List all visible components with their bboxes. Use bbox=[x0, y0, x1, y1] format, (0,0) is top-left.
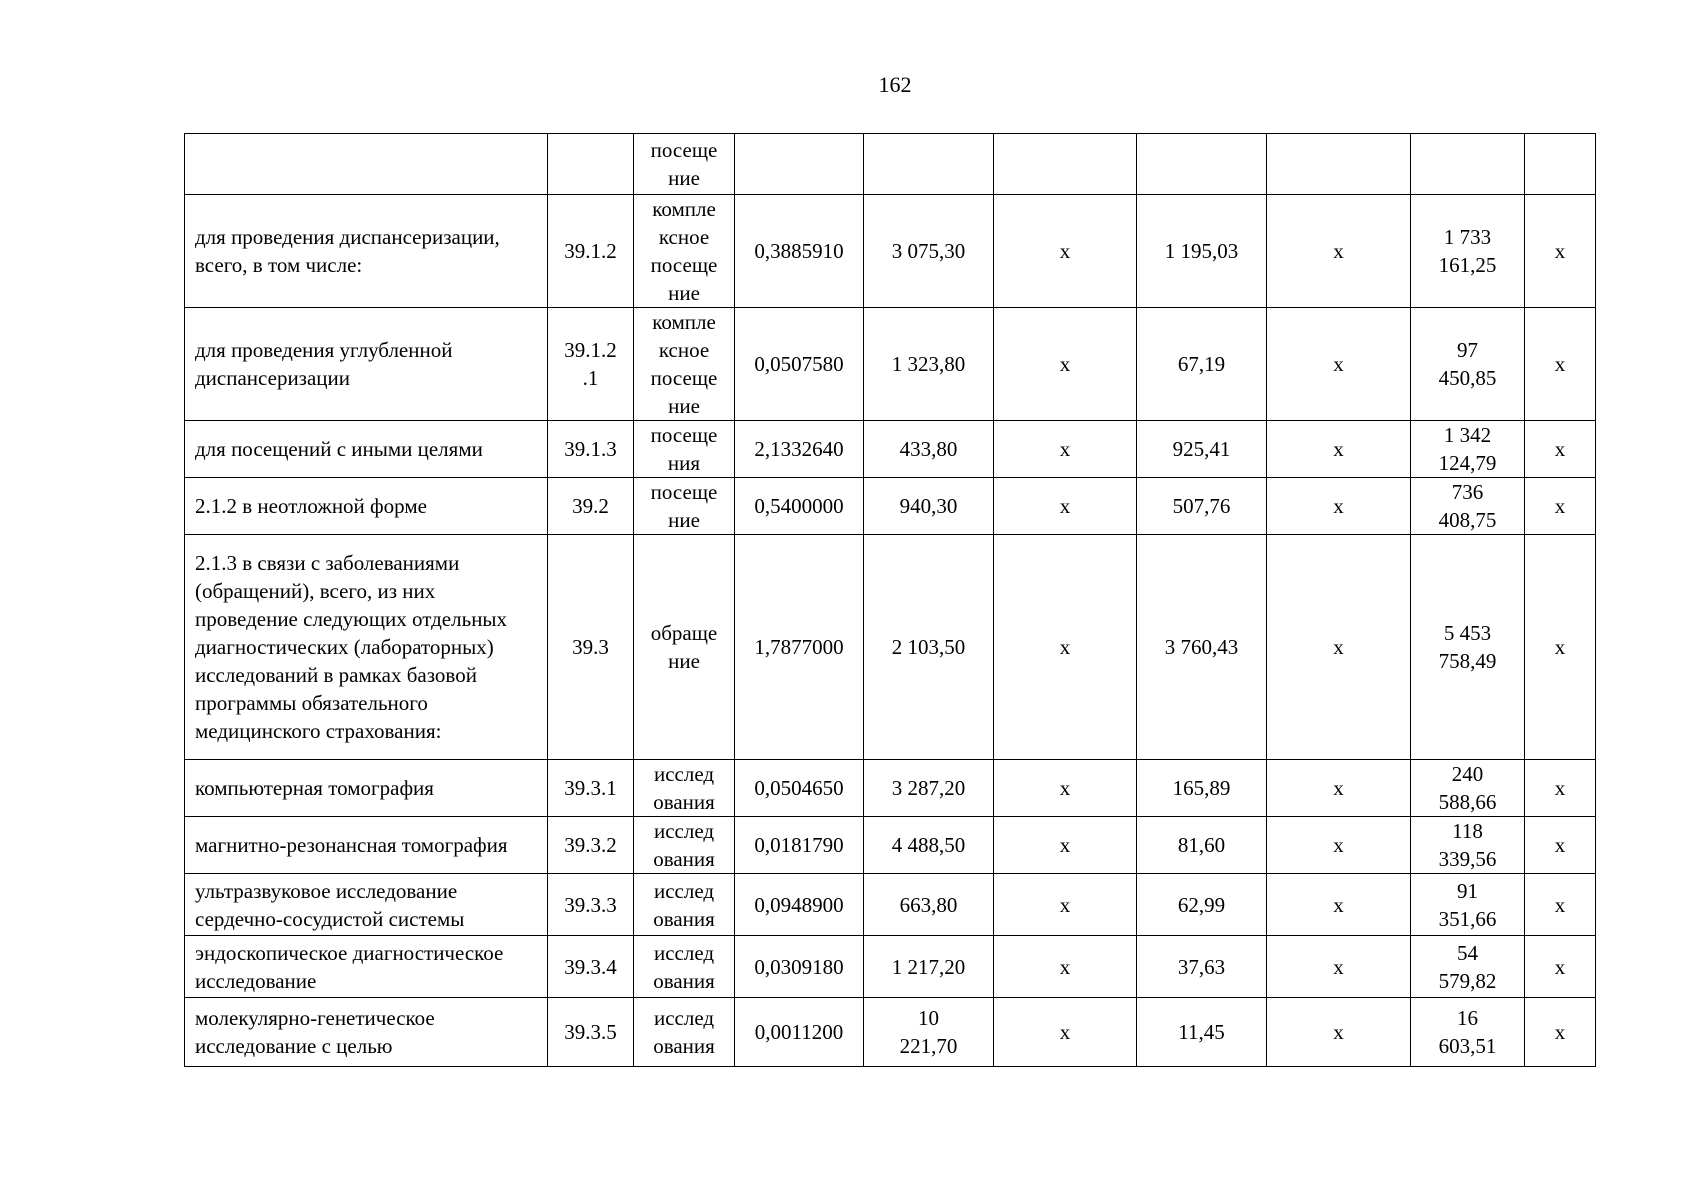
row-cost-cell: 2 103,50 bbox=[864, 535, 994, 760]
row-col8-cell: х bbox=[1267, 535, 1411, 760]
row-col8-cell: х bbox=[1267, 817, 1411, 874]
table-row bbox=[185, 308, 1596, 421]
row-code-cell: 39.3 bbox=[548, 535, 634, 760]
row-col7-cell: 62,99 bbox=[1137, 874, 1267, 936]
page-number: 162 bbox=[878, 72, 912, 97]
row-col8-cell bbox=[1267, 134, 1411, 195]
row-col10-cell bbox=[1525, 134, 1596, 195]
row-col9-cell: 240 588,66 bbox=[1411, 760, 1525, 817]
row-coefficient-cell: 0,0309180 bbox=[735, 936, 864, 998]
row-cost-cell: 3 287,20 bbox=[864, 760, 994, 817]
row-col9-cell: 118 339,56 bbox=[1411, 817, 1525, 874]
table-row bbox=[185, 195, 1596, 308]
row-coefficient-cell: 0,5400000 bbox=[735, 478, 864, 535]
row-col10-cell: х bbox=[1525, 998, 1596, 1067]
row-col10-cell: х bbox=[1525, 478, 1596, 535]
row-col10-cell: х bbox=[1525, 874, 1596, 936]
row-col6-cell: х bbox=[994, 195, 1137, 308]
row-cost-cell: 433,80 bbox=[864, 421, 994, 478]
row-col7-cell: 67,19 bbox=[1137, 308, 1267, 421]
row-col9-cell: 54 579,82 bbox=[1411, 936, 1525, 998]
row-col6-cell: х bbox=[994, 478, 1137, 535]
row-col6-cell: х bbox=[994, 535, 1137, 760]
row-cost-cell: 1 323,80 bbox=[864, 308, 994, 421]
row-unit-cell: исслед ования bbox=[634, 817, 735, 874]
row-col6-cell bbox=[994, 134, 1137, 195]
row-cost-cell: 10 221,70 bbox=[864, 998, 994, 1067]
row-col8-cell: х bbox=[1267, 195, 1411, 308]
row-col9-cell bbox=[1411, 134, 1525, 195]
row-coefficient-cell: 0,0504650 bbox=[735, 760, 864, 817]
row-name-cell: магнитно-резонансная томография bbox=[185, 817, 548, 874]
row-col10-cell: х bbox=[1525, 421, 1596, 478]
row-coefficient-cell bbox=[735, 134, 864, 195]
row-name-cell: ультразвуковое исследование сердечно-сосудистой системы bbox=[185, 874, 548, 936]
row-col9-cell: 1 733 161,25 bbox=[1411, 195, 1525, 308]
row-col8-cell: х bbox=[1267, 936, 1411, 998]
row-col10-cell: х bbox=[1525, 760, 1596, 817]
row-coefficient-cell: 2,1332640 bbox=[735, 421, 864, 478]
row-code-cell: 39.3.2 bbox=[548, 817, 634, 874]
row-cost-cell: 1 217,20 bbox=[864, 936, 994, 998]
row-unit-cell: исслед ования bbox=[634, 874, 735, 936]
row-code-cell: 39.3.5 bbox=[548, 998, 634, 1067]
row-col7-cell: 3 760,43 bbox=[1137, 535, 1267, 760]
row-name-cell: для проведения углубленной диспансеризации bbox=[185, 308, 548, 421]
row-name-cell: 2.1.3 в связи с заболеваниями (обращений), всего, из них проведение следующих отдельных диагностических (лабораторных) исследований в рамках базовой программы обязательного медицинского страхования: bbox=[185, 535, 548, 760]
row-col7-cell: 925,41 bbox=[1137, 421, 1267, 478]
row-code-cell: 39.3.1 bbox=[548, 760, 634, 817]
row-coefficient-cell: 0,0011200 bbox=[735, 998, 864, 1067]
row-cost-cell: 663,80 bbox=[864, 874, 994, 936]
row-unit-cell: обраще ние bbox=[634, 535, 735, 760]
table-row bbox=[185, 478, 1596, 535]
table-row bbox=[185, 134, 1596, 195]
row-name-cell: для посещений с иными целями bbox=[185, 421, 548, 478]
row-col6-cell: х bbox=[994, 308, 1137, 421]
row-name-cell: компьютерная томография bbox=[185, 760, 548, 817]
row-col10-cell: х bbox=[1525, 817, 1596, 874]
row-col7-cell: 11,45 bbox=[1137, 998, 1267, 1067]
row-code-cell: 39.3.3 bbox=[548, 874, 634, 936]
row-col9-cell: 5 453 758,49 bbox=[1411, 535, 1525, 760]
row-col6-cell: х bbox=[994, 817, 1137, 874]
table-row bbox=[185, 760, 1596, 817]
row-col8-cell: х bbox=[1267, 308, 1411, 421]
row-name-cell: эндоскопическое диагностическое исследование bbox=[185, 936, 548, 998]
row-coefficient-cell: 1,7877000 bbox=[735, 535, 864, 760]
table-row bbox=[185, 874, 1596, 936]
row-name-cell: 2.1.2 в неотложной форме bbox=[185, 478, 548, 535]
row-col10-cell: х bbox=[1525, 535, 1596, 760]
row-unit-cell: компле ксное посеще ние bbox=[634, 308, 735, 421]
row-name-cell: молекулярно-генетическое исследование с целью bbox=[185, 998, 548, 1067]
row-col6-cell: х bbox=[994, 874, 1137, 936]
row-col10-cell: х bbox=[1525, 308, 1596, 421]
table-row bbox=[185, 998, 1596, 1067]
row-unit-cell: посеще ния bbox=[634, 421, 735, 478]
row-coefficient-cell: 0,0181790 bbox=[735, 817, 864, 874]
row-unit-cell: исслед ования bbox=[634, 760, 735, 817]
row-name-cell: для проведения диспансеризации, всего, в том числе: bbox=[185, 195, 548, 308]
row-unit-cell: посеще ние bbox=[634, 478, 735, 535]
row-col8-cell: х bbox=[1267, 478, 1411, 535]
row-col8-cell: х bbox=[1267, 760, 1411, 817]
row-col9-cell: 1 342 124,79 bbox=[1411, 421, 1525, 478]
row-cost-cell: 4 488,50 bbox=[864, 817, 994, 874]
row-unit-cell: исслед ования bbox=[634, 936, 735, 998]
row-col7-cell: 1 195,03 bbox=[1137, 195, 1267, 308]
row-col7-cell: 165,89 bbox=[1137, 760, 1267, 817]
row-col6-cell: х bbox=[994, 421, 1137, 478]
row-col10-cell: х bbox=[1525, 195, 1596, 308]
table-row bbox=[185, 817, 1596, 874]
row-col6-cell: х bbox=[994, 936, 1137, 998]
row-name-cell bbox=[185, 134, 548, 195]
row-code-cell: 39.1.2 bbox=[548, 195, 634, 308]
table-row bbox=[185, 421, 1596, 478]
row-coefficient-cell: 0,3885910 bbox=[735, 195, 864, 308]
row-col7-cell: 37,63 bbox=[1137, 936, 1267, 998]
row-col7-cell: 81,60 bbox=[1137, 817, 1267, 874]
row-code-cell: 39.1.2 .1 bbox=[548, 308, 634, 421]
row-col9-cell: 736 408,75 bbox=[1411, 478, 1525, 535]
row-code-cell: 39.2 bbox=[548, 478, 634, 535]
row-col8-cell: х bbox=[1267, 421, 1411, 478]
row-col8-cell: х bbox=[1267, 998, 1411, 1067]
table-row bbox=[185, 936, 1596, 998]
row-col10-cell: х bbox=[1525, 936, 1596, 998]
row-code-cell: 39.1.3 bbox=[548, 421, 634, 478]
data-table bbox=[184, 133, 1596, 1067]
row-col6-cell: х bbox=[994, 760, 1137, 817]
row-cost-cell bbox=[864, 134, 994, 195]
row-col6-cell: х bbox=[994, 998, 1137, 1067]
row-col8-cell: х bbox=[1267, 874, 1411, 936]
row-unit-cell: исслед ования bbox=[634, 998, 735, 1067]
row-col7-cell bbox=[1137, 134, 1267, 195]
row-col9-cell: 16 603,51 bbox=[1411, 998, 1525, 1067]
row-coefficient-cell: 0,0948900 bbox=[735, 874, 864, 936]
row-col9-cell: 97 450,85 bbox=[1411, 308, 1525, 421]
row-code-cell bbox=[548, 134, 634, 195]
row-code-cell: 39.3.4 bbox=[548, 936, 634, 998]
row-cost-cell: 940,30 bbox=[864, 478, 994, 535]
row-col9-cell: 91 351,66 bbox=[1411, 874, 1525, 936]
row-cost-cell: 3 075,30 bbox=[864, 195, 994, 308]
row-coefficient-cell: 0,0507580 bbox=[735, 308, 864, 421]
row-col7-cell: 507,76 bbox=[1137, 478, 1267, 535]
table-row bbox=[185, 535, 1596, 760]
row-unit-cell: компле ксное посеще ние bbox=[634, 195, 735, 308]
row-unit-cell: посеще ние bbox=[634, 134, 735, 195]
